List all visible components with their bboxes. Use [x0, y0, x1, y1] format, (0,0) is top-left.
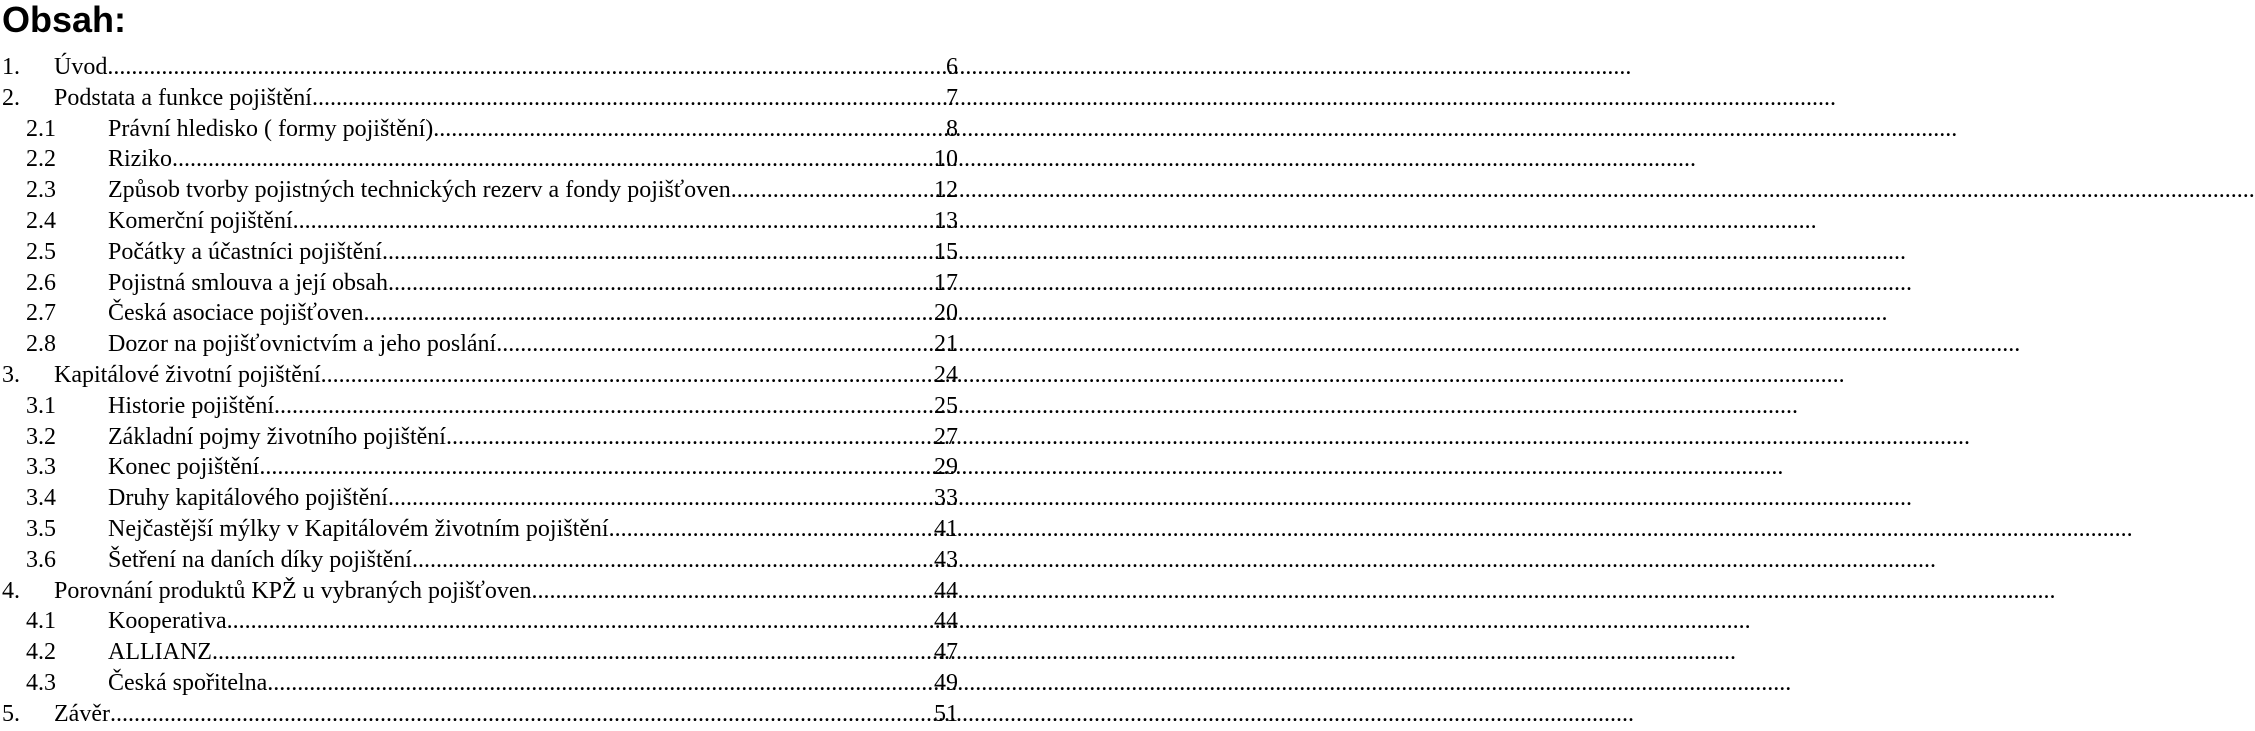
toc-dot-leader: [274, 391, 932, 422]
toc-dot-leader: [110, 699, 932, 730]
toc-entry[interactable]: [0, 514, 958, 545]
toc-entry-title: Konec pojištění: [108, 454, 260, 481]
toc-entry-title: Komerční pojištění: [108, 207, 293, 234]
toc-entry-page-number: 47: [934, 639, 958, 666]
toc-entry[interactable]: [0, 391, 958, 422]
toc-dot-leader: [212, 637, 932, 668]
toc-entry-title: Kapitálové životní pojištění: [54, 361, 321, 388]
toc-entry-page-number: 8: [946, 115, 958, 142]
toc-entry[interactable]: [0, 699, 958, 730]
toc-entry[interactable]: [0, 237, 958, 268]
toc-entry-page-number: 51: [934, 700, 958, 727]
toc-dot-leader: [388, 483, 932, 514]
toc-entry-page-number: 27: [934, 423, 958, 450]
document-page: [0, 0, 960, 731]
toc-entry-title: Česká spořitelna: [108, 669, 268, 696]
toc-entry-title: Druhy kapitálového pojištění: [108, 485, 388, 512]
toc-entry-title: Kooperativa: [108, 608, 227, 635]
toc-dot-leader: [496, 329, 932, 360]
toc-entry[interactable]: [0, 114, 958, 145]
toc-entry-page-number: 44: [934, 577, 958, 604]
toc-entry[interactable]: [0, 360, 958, 391]
toc-entry-number: 3.4: [26, 485, 56, 512]
toc-entry-title: Porovnání produktů KPŽ u vybraných pojišťoven: [54, 577, 532, 604]
toc-entry-number: 3.2: [26, 423, 56, 450]
toc-dot-leader: [388, 268, 932, 299]
toc-entry-title: ALLIANZ: [108, 639, 212, 666]
toc-entry-number: 3.1: [26, 392, 56, 419]
toc-entry-title: Pojistná smlouva a její obsah: [108, 269, 388, 296]
toc-entry-title: Základní pojmy životního pojištění: [108, 423, 446, 450]
toc-entry-number: 3.6: [26, 546, 56, 573]
toc-dot-leader: [293, 206, 932, 237]
toc-entry-number: 4.1: [26, 608, 56, 635]
toc-entry-page-number: 13: [934, 207, 958, 234]
toc-dot-leader: [267, 668, 932, 699]
toc-entry-page-number: 17: [934, 269, 958, 296]
toc-entry[interactable]: [0, 298, 958, 329]
toc-entry-number: 2.2: [26, 146, 56, 173]
toc-dot-leader: [364, 298, 932, 329]
toc-entry-number: 5.: [2, 700, 20, 727]
toc-entry-page-number: 7: [946, 84, 958, 111]
toc-dot-leader: [446, 422, 932, 453]
toc-entry-page-number: 24: [934, 361, 958, 388]
toc-entry-page-number: 15: [934, 238, 958, 265]
toc-dot-leader: [609, 514, 932, 545]
toc-entry-title: Úvod: [54, 54, 108, 80]
toc-entry-title: Právní hledisko ( formy pojištění): [108, 115, 434, 142]
toc-entry-number: 2.4: [26, 207, 56, 234]
toc-dot-leader: [412, 545, 932, 576]
toc-entry-page-number: 12: [934, 177, 958, 204]
toc-entry-page-number: 25: [934, 392, 958, 419]
toc-entry-title: Historie pojištění: [108, 392, 274, 419]
toc-entry-number: 3.: [2, 361, 20, 388]
toc-entry-page-number: 43: [934, 546, 958, 573]
toc-entry[interactable]: [0, 452, 958, 483]
toc-entry-title: Dozor na pojišťovnictvím a jeho poslání: [108, 331, 497, 358]
toc-entry-number: 4.: [2, 577, 20, 604]
toc-entry-page-number: 20: [934, 300, 958, 327]
toc-entry[interactable]: [0, 144, 958, 175]
toc-heading: Obsah:: [2, 0, 127, 40]
toc-entry-title: Šetření na daních díky pojištění: [108, 546, 412, 573]
toc-entry-number: 4.2: [26, 639, 56, 666]
toc-entry-page-number: 33: [934, 485, 958, 512]
toc-entry[interactable]: [0, 483, 958, 514]
toc-entry-page-number: 29: [934, 454, 958, 481]
toc-entry-page-number: 44: [934, 608, 958, 635]
toc-entry-page-number: 10: [934, 146, 958, 173]
toc-entry-number: 4.3: [26, 669, 56, 696]
table-of-contents: [0, 52, 958, 730]
toc-entry-number: 2.8: [26, 331, 56, 358]
toc-dot-leader: [107, 52, 944, 83]
toc-entry-title: Riziko: [108, 146, 172, 173]
toc-entry-number: 3.5: [26, 515, 56, 542]
toc-dot-leader: [259, 452, 932, 483]
toc-dot-leader: [227, 606, 932, 637]
toc-dot-leader: [433, 114, 944, 145]
toc-entry[interactable]: [0, 637, 958, 668]
toc-entry-title: Česká asociace pojišťoven: [108, 300, 364, 327]
toc-dot-leader: [321, 360, 932, 391]
toc-entry-page-number: 41: [934, 515, 958, 542]
toc-entry-title: Podstata a funkce pojištění: [54, 84, 312, 111]
toc-entry-title: Počátky a účastníci pojištění: [108, 238, 382, 265]
toc-dot-leader: [382, 237, 932, 268]
toc-entry-number: 3.3: [26, 454, 56, 481]
toc-entry-number: 2.5: [26, 238, 56, 265]
toc-entry[interactable]: [0, 576, 958, 607]
toc-dot-leader: [172, 144, 932, 175]
toc-entry-number: 2.7: [26, 300, 56, 327]
toc-entry-page-number: 49: [934, 669, 958, 696]
toc-entry-number: 2.1: [26, 115, 56, 142]
toc-entry[interactable]: [0, 83, 958, 114]
toc-entry-title: Závěr: [54, 700, 110, 727]
toc-entry-page-number: 6: [946, 54, 958, 80]
toc-entry[interactable]: [0, 268, 958, 299]
toc-entry-number: 2.6: [26, 269, 56, 296]
toc-dot-leader: [312, 83, 944, 114]
toc-entry[interactable]: [0, 329, 958, 360]
toc-entry-number: 2.: [2, 84, 20, 111]
toc-entry[interactable]: [0, 175, 958, 206]
toc-entry-title: Nejčastější mýlky v Kapitálovém životním pojištění: [108, 515, 609, 542]
toc-dot-leader: [731, 175, 932, 206]
toc-entry[interactable]: [0, 545, 958, 576]
toc-entry[interactable]: [0, 52, 958, 83]
toc-entry-page-number: 21: [934, 331, 958, 358]
toc-entry-title: Způsob tvorby pojistných technických rezerv a fondy pojišťoven: [108, 177, 731, 204]
toc-entry[interactable]: [0, 606, 958, 637]
toc-entry-number: 1.: [2, 54, 20, 80]
toc-entry-number: 2.3: [26, 177, 56, 204]
toc-entry[interactable]: [0, 422, 958, 453]
toc-entry[interactable]: [0, 206, 958, 237]
toc-entry[interactable]: [0, 668, 958, 699]
toc-dot-leader: [532, 576, 932, 607]
